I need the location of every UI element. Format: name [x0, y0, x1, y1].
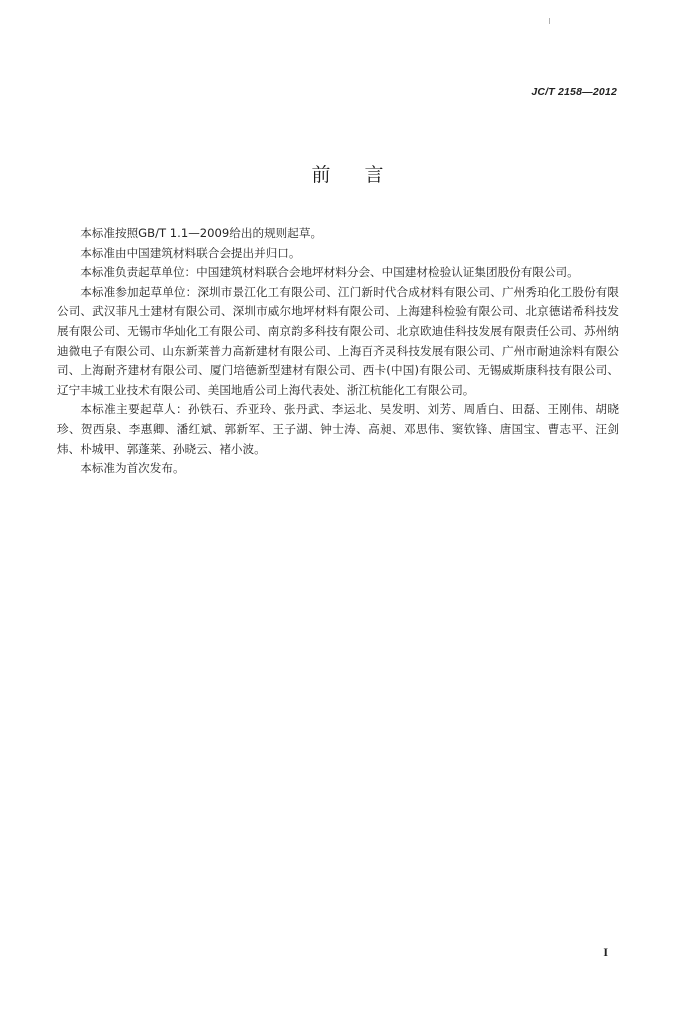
- paragraph-proposer: 本标准由中国建筑材料联合会提出并归口。: [80, 245, 301, 260]
- page-number: I: [603, 945, 608, 959]
- paragraph-drafting-rules: 本标准按照GB/T 1.1—2009给出的规则起草。: [80, 226, 323, 240]
- paragraph-main-drafters: 本标准主要起草人：孙铁石、乔亚玲、张丹武、李运北、吴发明、刘芳、周盾白、田磊、王刚伟、胡晓珍、贺西泉、李惠卿、潘红斌、郭新军、王子湖、钟士涛、高昶、邓思伟、窦钦锋、唐国宝、曹志平、汪剑炜、朴城甲、郭蓬莱、孙晓云、褚小波。: [57, 402, 619, 456]
- foreword-body: [57, 224, 619, 479]
- paragraph-responsible-drafters: 本标准负责起草单位：中国建筑材料联合会地坪材料分会、中国建材检验认证集团股份有限公司。: [80, 265, 579, 280]
- paragraph-first-release: 本标准为首次发布。: [80, 461, 185, 476]
- paragraph-participating-drafters: 本标准参加起草单位：深圳市景江化工有限公司、江门新时代合成材料有限公司、广州秀珀化工股份有限公司、武汉菲凡士建材有限公司、深圳市威尔地坪材料有限公司、上海建科检验有限公司、北京德诺希科技发展有限公司、无锡市华灿化工有限公司、南京韵多科技有限公司、北京欧迪佳科技发展有限责任公司、苏州纳迪微电子有限公司、山东新莱普力高新建材有限公司、上海百齐灵科技发展有限公司、广州市耐迪涂料有限公司、上海耐齐建材有限公司、厦门培德新型建材有限公司、西卡(中国)有限公司、无锡威斯康科技有限公司、辽宁丰城工业技术有限公司、美国地盾公司上海代表处、浙江杭能化工有限公司。: [57, 284, 619, 397]
- page-title: 前言: [311, 164, 418, 186]
- scan-speck: [549, 18, 550, 24]
- standard-code: JC/T 2158—2012: [531, 86, 617, 98]
